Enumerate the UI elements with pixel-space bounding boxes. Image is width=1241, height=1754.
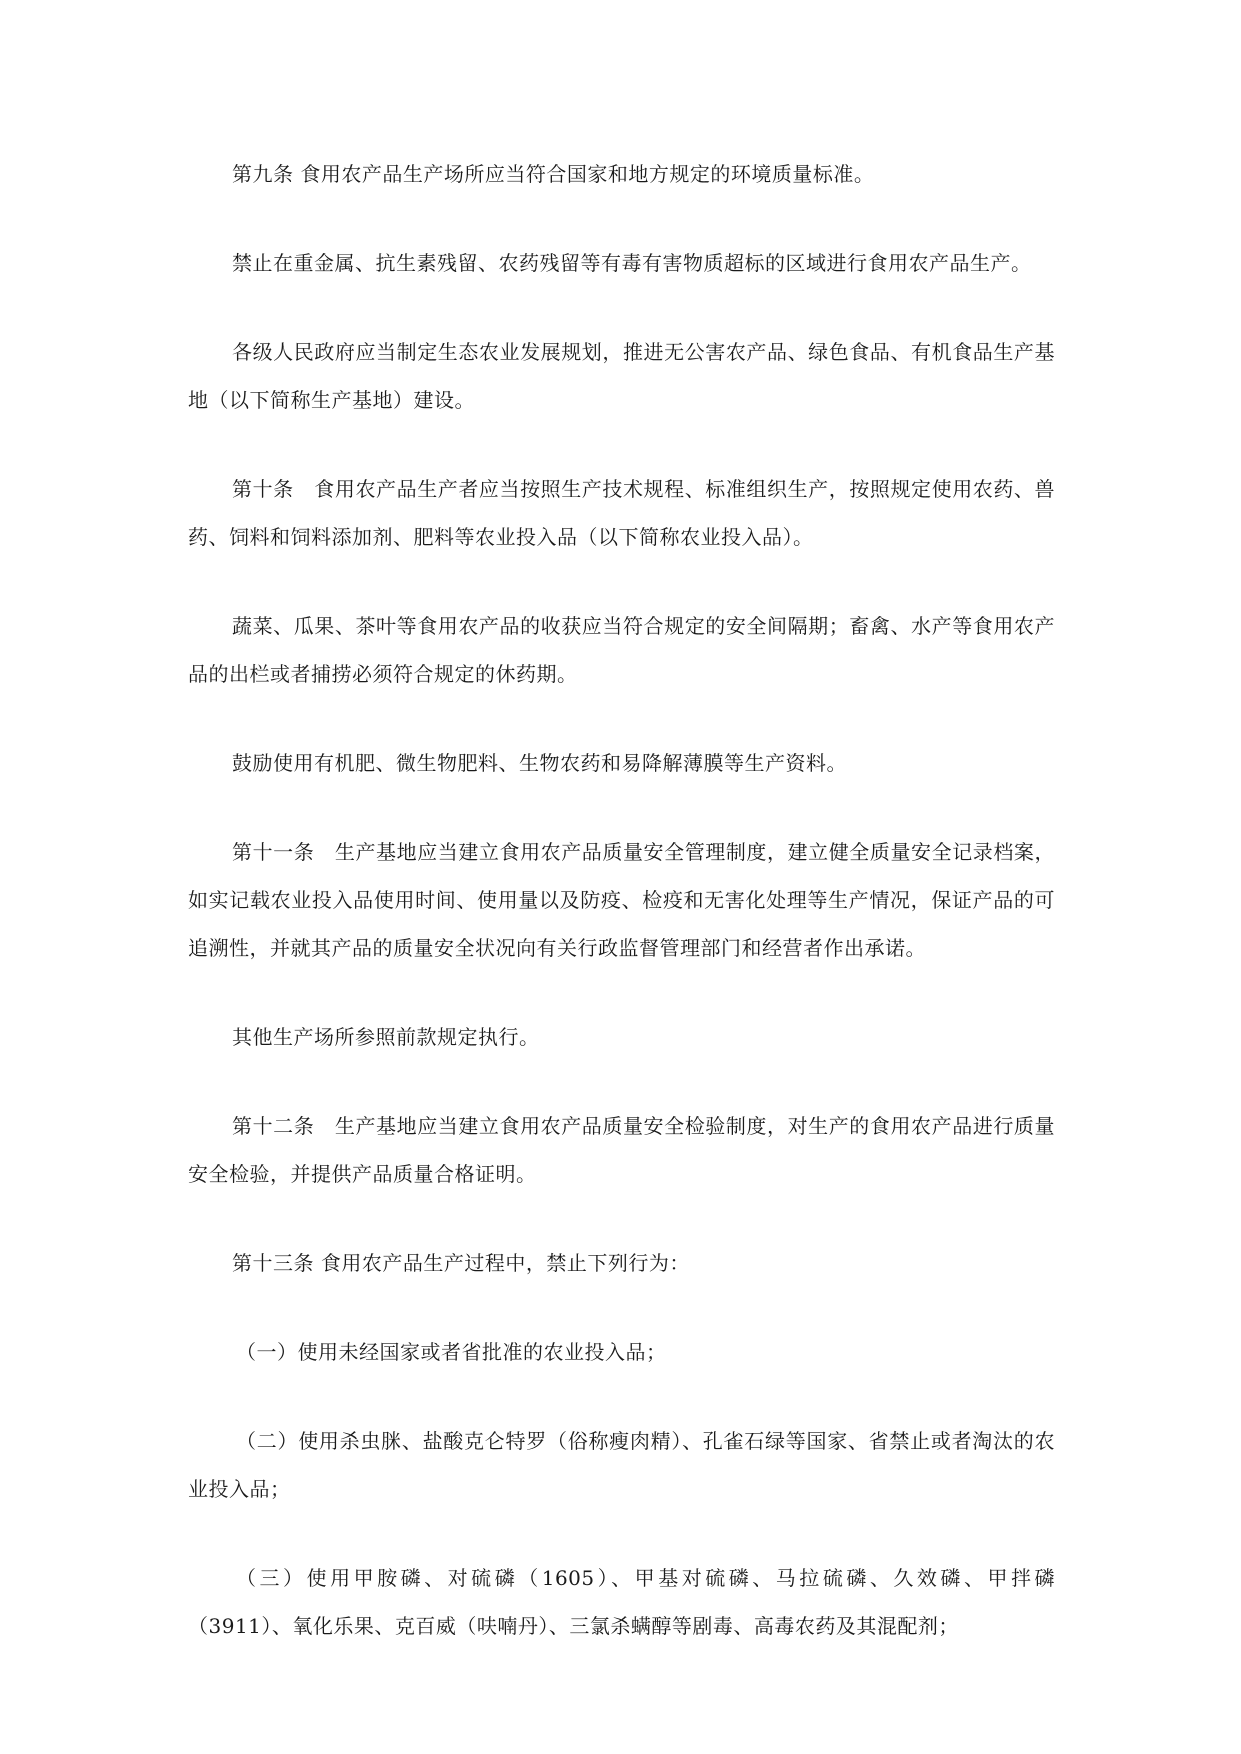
encourage-paragraph: 鼓励使用有机肥、微生物肥料、生物农药和易降解薄膜等生产资料。 <box>232 751 847 775</box>
article-12-paragraph: 第十二条 生产基地应当建立食用农产品质量安全检验制度，对生产的食用农产品进行质量安全检验，并提供产品质量合格证明。 <box>188 1114 1055 1186</box>
list-item-3: （三）使用甲胺磷、对硫磷（1605）、甲基对硫磷、马拉硫磷、久效磷、甲拌磷（3911）、氧化乐果、克百威（呋喃丹）、三氯杀螨醇等剧毒、高毒农药及其混配剂； <box>188 1566 1055 1638</box>
harvest-interval-paragraph: 蔬菜、瓜果、茶叶等食用农产品的收获应当符合规定的安全间隔期；畜禽、水产等食用农产品的出栏或者捕捞必须符合规定的休药期。 <box>188 614 1055 686</box>
list-item-1: （一）使用未经国家或者省批准的农业投入品； <box>236 1340 667 1364</box>
list-item-2: （二）使用杀虫脒、盐酸克仑特罗（俗称瘦肉精）、孔雀石绿等国家、省禁止或者淘汰的农业投入品； <box>188 1429 1055 1501</box>
other-sites-paragraph: 其他生产场所参照前款规定执行。 <box>232 1025 540 1049</box>
article-13-paragraph: 第十三条 食用农产品生产过程中，禁止下列行为： <box>232 1251 690 1275</box>
article-9-paragraph: 第九条 食用农产品生产场所应当符合国家和地方规定的环境质量标准。 <box>232 162 875 186</box>
article-10-paragraph: 第十条 食用农产品生产者应当按照生产技术规程、标准组织生产，按照规定使用农药、兽药、饲料和饲料添加剂、肥料等农业投入品（以下简称农业投入品）。 <box>188 477 1055 549</box>
prohibition-paragraph: 禁止在重金属、抗生素残留、农药残留等有毒有害物质超标的区域进行食用农产品生产。 <box>232 251 1032 275</box>
article-11-paragraph: 第十一条 生产基地应当建立食用农产品质量安全管理制度，建立健全质量安全记录档案，如实记载农业投入品使用时间、使用量以及防疫、检疫和无害化处理等生产情况，保证产品的可追溯性，并就其产品的质量安全状况向有关行政监督管理部门和经营者作出承诺。 <box>188 840 1055 960</box>
ecological-plan-paragraph: 各级人民政府应当制定生态农业发展规划，推进无公害农产品、绿色食品、有机食品生产基地（以下简称生产基地）建设。 <box>188 340 1055 412</box>
